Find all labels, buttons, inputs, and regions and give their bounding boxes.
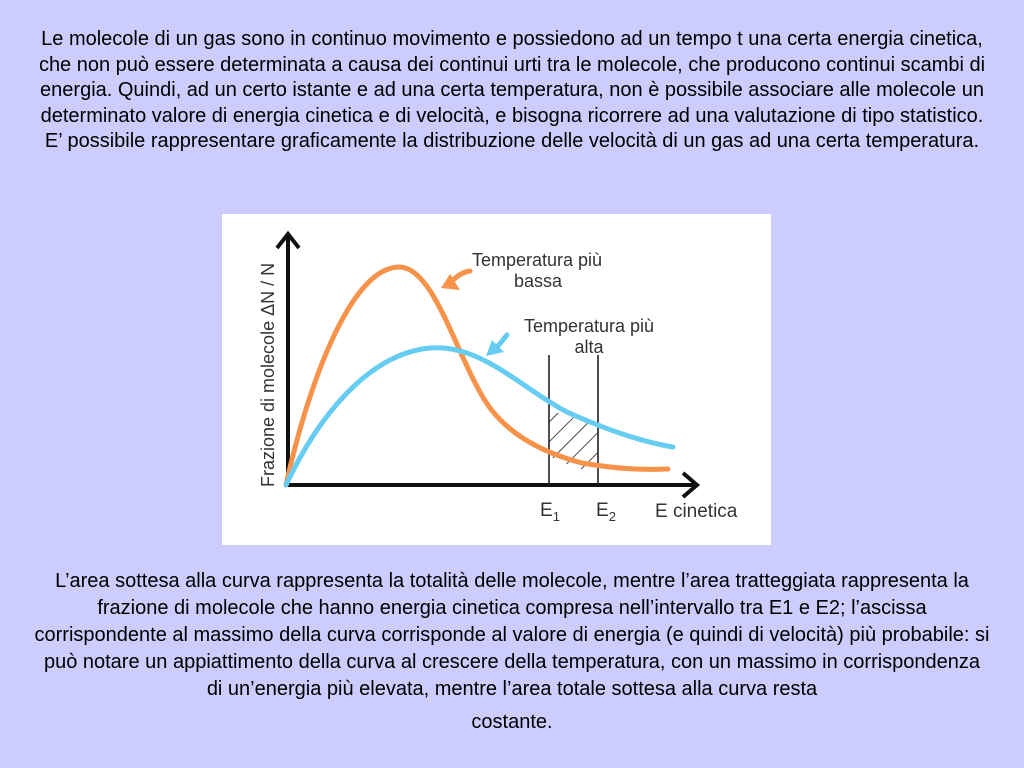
low-temp-label-line1: Temperatura più [471,250,603,270]
low-temperature-curve [286,267,668,485]
high-temperature-curve [286,348,673,485]
y-axis-label: Frazione di molecole ΔN / N [258,262,278,487]
energy-distribution-diagram [222,214,771,545]
e2-label-base: E [596,500,609,521]
low-temp-label-line2: bassa [513,271,563,291]
high-temp-label-line1: Temperatura più [523,316,655,336]
x-axis-label: E cinetica [655,501,738,522]
e2-label-sub: 2 [608,509,616,524]
diagram-svg [222,214,771,545]
e1-label [540,500,560,524]
e1-label-base: E [540,500,553,521]
intro-paragraph: Le molecole di un gas sono in continuo movimento e possiedono ad un tempo t una certa energia cinetica, che non può essere determinata a causa dei continui urti tra le molecole, che producono continui scambi di energia. Quindi, ad un certo istante e ad una certa temperatura, non è possibile associare alle molecole un determinato valore di energia cinetica e di velocità, e bisogna ricorrere ad una valutazione di tipo statistico. E’ possibile rappresentare graficamente la distribuzione delle velocità di un gas ad una certa temperatura. [38,28,986,152]
low-temp-arrow [452,271,470,281]
e2-label [596,500,616,524]
explanation-paragraph [34,568,990,736]
explanation-text-end: costante. [471,711,553,733]
e1-label-sub: 1 [552,509,560,524]
high-temp-label-line2: alta [574,337,604,357]
explanation-text: L’area sottesa alla curva rappresenta la totalità delle molecole, mentre l’area tratteggiata rappresenta la frazione di molecole che hanno energia cinetica compresa nell’intervallo tra E1 e E2; l’ascissa corrispondente al massimo della curva corrisponde al valore di energia (e quindi di velocità) più probabile: si può notare un appiattimento della curva al crescere della temperatura, con un massimo in corrispondenza di un’energia più elevata, mentre l’area totale sottesa alla curva resta [34,570,990,700]
